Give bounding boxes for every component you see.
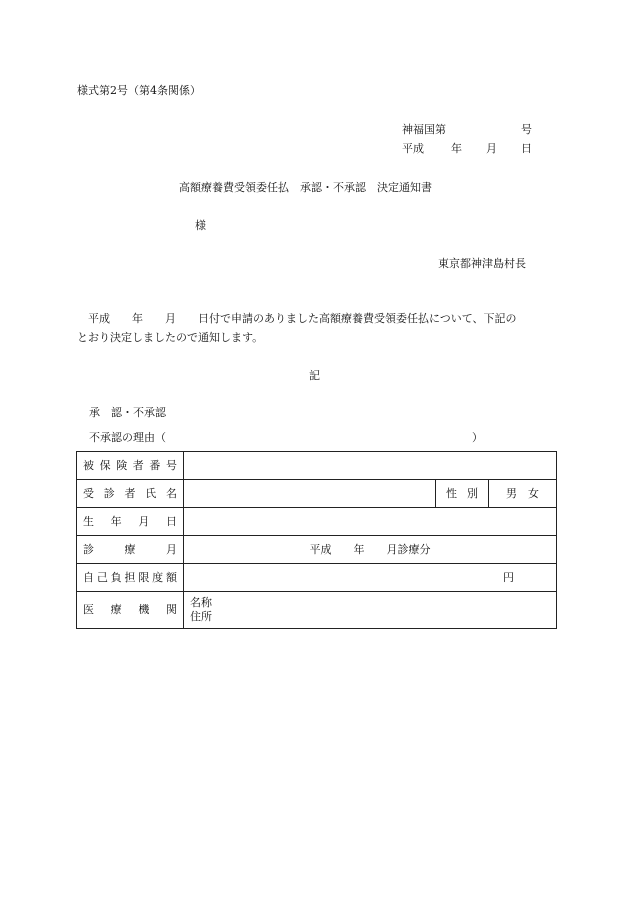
char: 負	[110, 570, 122, 584]
char: 療	[124, 542, 136, 556]
row-birth	[77, 508, 557, 536]
char: 診	[83, 542, 94, 556]
char: 日	[165, 514, 177, 528]
insured-number-label	[77, 452, 184, 480]
document-title: 高額療養費受領委任払 承認・不承認 決定通知書	[179, 181, 432, 194]
char: 者	[132, 458, 144, 472]
treatment-month-label	[77, 536, 184, 564]
row-treatment-month	[77, 536, 557, 564]
details-table	[76, 451, 557, 629]
recipient-suffix: 様	[195, 219, 206, 232]
issue-date-year: 年	[451, 142, 462, 155]
insured-number-label-chars	[83, 459, 177, 473]
issue-date-month: 月	[486, 142, 497, 155]
form-number: 様式第2号（第4条関係）	[77, 84, 201, 97]
birth-value[interactable]	[184, 508, 557, 536]
char: 己	[96, 570, 108, 584]
decision-options: 承 認・不承認	[89, 406, 166, 419]
char: 年	[110, 514, 122, 528]
char: 自	[83, 570, 94, 584]
row-copay-limit	[77, 564, 557, 592]
char: 療	[110, 603, 122, 616]
body-line-1: 平成 年 月 日付で申請のありました高額療養費受領委任払について、下記の	[77, 312, 517, 325]
char: 別	[467, 486, 478, 500]
char: 氏	[145, 486, 157, 500]
body-line-2: とおり決定しましたので通知します。	[77, 331, 264, 344]
issue-date-day: 日	[521, 142, 532, 155]
row-insured-number	[77, 452, 557, 480]
insured-number-value[interactable]	[184, 452, 557, 480]
copay-limit-value[interactable]: 円	[184, 564, 557, 592]
birth-label-chars	[83, 515, 177, 529]
char: 番	[149, 458, 161, 472]
sex-label-chars	[442, 487, 482, 501]
issuer: 東京都神津島村長	[438, 257, 526, 270]
ki-heading: 記	[309, 369, 320, 382]
treatment-month-value[interactable]: 平成 年 月診療分	[184, 536, 557, 564]
char: 月	[166, 542, 177, 556]
char: 月	[138, 514, 150, 528]
char: 診	[103, 486, 115, 500]
char: 保	[99, 458, 111, 472]
patient-name-label	[77, 480, 184, 508]
institution-name-label: 名称	[190, 596, 212, 609]
sex-options[interactable]: 男 女	[489, 480, 557, 508]
institution-value[interactable]	[184, 592, 557, 629]
char: 担	[124, 570, 136, 584]
char: 関	[165, 603, 177, 616]
issue-number-prefix: 神福国第	[402, 123, 446, 136]
institution-label-chars	[83, 603, 177, 617]
institution-address-label: 住所	[190, 610, 212, 623]
sex-label	[436, 480, 489, 508]
char: 限	[138, 570, 150, 584]
char: 者	[124, 486, 136, 500]
patient-name-label-chars	[83, 487, 177, 501]
copay-limit-label-chars	[83, 571, 177, 585]
char: 受	[83, 486, 94, 500]
reason-close: ）	[472, 431, 483, 444]
char: 機	[138, 603, 150, 616]
treatment-month-label-chars	[83, 543, 177, 557]
issue-date-era: 平成	[402, 142, 424, 155]
row-patient-name	[77, 480, 557, 508]
birth-label	[77, 508, 184, 536]
patient-name-value[interactable]	[184, 480, 436, 508]
copay-limit-label	[77, 564, 184, 592]
char: 被	[83, 458, 94, 472]
char: 名	[166, 486, 177, 500]
row-institution	[77, 592, 557, 629]
char: 険	[116, 458, 128, 472]
char: 度	[152, 570, 164, 584]
institution-label	[77, 592, 184, 629]
reason-label: 不承認の理由（	[89, 431, 166, 444]
char: 生	[83, 514, 94, 528]
char: 医	[83, 603, 94, 616]
char: 額	[165, 570, 177, 584]
char: 号	[165, 458, 177, 472]
issue-number-suffix: 号	[521, 123, 532, 136]
char: 性	[446, 486, 457, 500]
